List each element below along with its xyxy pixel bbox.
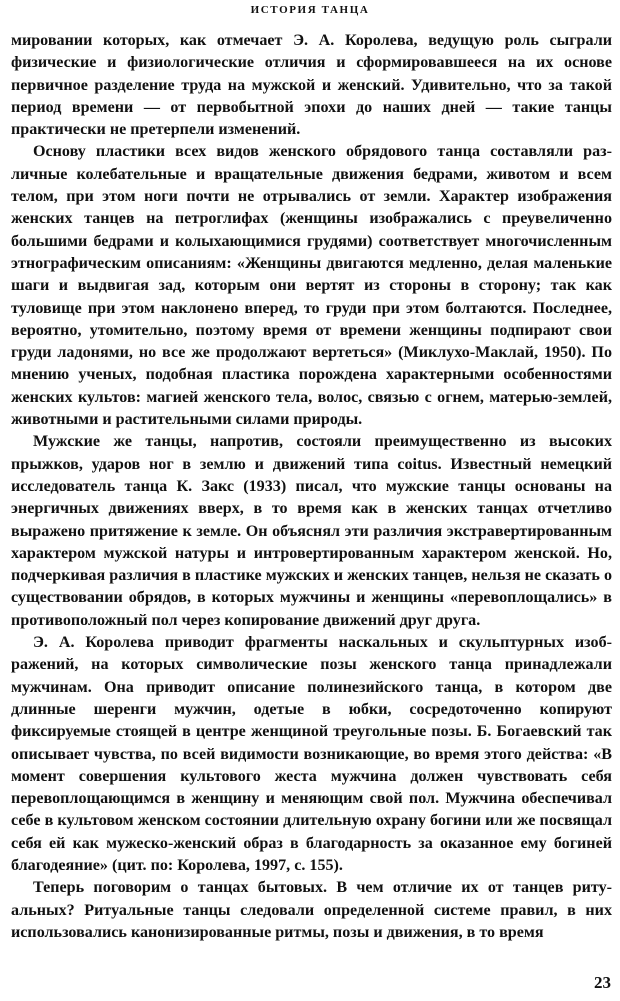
paragraph-4: Э. А. Королева приводит фрагменты наскальных и скульптурных изображений, на которых символические позы женского танца принадлежали мужчинам. Она приводит описание полинезийского танца, в котором две длинные шеренги мужчин, одетые в юбки, сосредоточенно копируют фиксируемые стоящей в центре женщиной треугольные позы. Б. Богаевский так описывает чувства, по всей видимости возникающие, во время этого действа: «В момент совершения культового жеста мужчина должен чувствовать себя перевоплощающимся в женщину и меняющим свой пол. Мужчина обеспечивал себе в культовом женском состоянии длительную охрану богини или же посвящал себя ей как мужеско-женский образ в благодарность за оказанное ему богиней благодеяние» (цит. по: Королева, 1997, с. 155). xyxy=(11,634,612,874)
page-number: 23 xyxy=(594,973,611,992)
paragraph-1: мировании которых, как отмечает Э. А. Королева, ведущую роль сыграли физические и физиологические отличия и сформировавшееся на их основе первичное разделение труда на мужской и женский. Удивительно, что за такой период времени — от первобытной эпохи до наших дней — такие танцы практически не претерпели изменений. xyxy=(11,32,612,139)
paragraph-3: Мужские же танцы, напротив, состояли преимущественно из высоких прыжков, ударов ног в землю и движений типа coitus. Известный немецкий исследователь танца К. Закс (1933) писал, что мужские танцы основаны на энергичных движениях вверх, в то время как в женских танцах отчетливо выражено притяжение к земле. Он объяснял эти различия экстравертированным характером мужской натуры и интровертированным характером женской. Но, подчеркивая различия в пластике мужских и женских танцев, нельзя не сказать о существовании обрядов, в которых мужчины и женщины «перевоплощались» в противоположный пол через копирование движений друг друга. xyxy=(11,433,612,629)
running-head: ИСТОРИЯ ТАНЦА xyxy=(250,4,370,16)
paragraph-5: Теперь поговорим о танцах бытовых. В чем отличие их от танцев ритуальных? Ритуальные танцы следовали определенной системе правил, в них использовались канонизированные ритмы, позы и движения, в то время xyxy=(11,879,612,941)
paragraph-2: Основу пластики всех видов женского обрядового танца составляли различные колебательные и вращательные движения бедрами, животом и всем телом, при этом ноги почти не отрывались от земли. Характер изображения женских танцев на петроглифах (женщины изображались с преувеличенно большими бедрами и колыхающимися грудями) соответствует многочисленным этнографическим описаниям: «Женщины двигаются медленно, делая маленькие шаги и выдвигая зад, которым они вертят из стороны в сторону; так как туловище при этом наклонено вперед, то груди при этом болтаются. Последнее, вероятно, утомительно, поэтому время от времени женщины подпирают свои груди ладонями, но все же продолжают вертеться» (Миклухо-Маклай, 1950). По мнению ученых, подобная пластика порождена характерными особенностями женских культов: магией женского тела, волос, связью с огнем, матерью-землей, животными и растительными силами природы. xyxy=(11,143,612,429)
body-text xyxy=(11,30,612,944)
